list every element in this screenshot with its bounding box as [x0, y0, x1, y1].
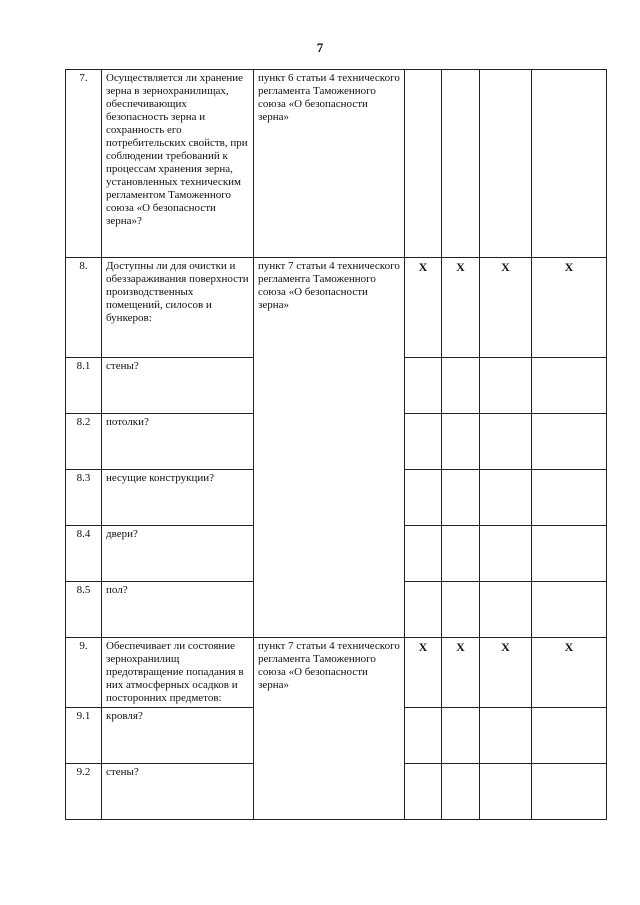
table-row	[66, 258, 607, 358]
question-text: Доступны ли для очистки и обеззараживания поверхности производственных помещений, силосов и бункеров:	[102, 258, 254, 358]
answer-cell-yes[interactable]	[405, 414, 442, 470]
question-text: пол?	[102, 582, 254, 638]
answer-cell-yes[interactable]	[405, 358, 442, 414]
answer-cell-no[interactable]	[442, 70, 480, 258]
answer-cell-note[interactable]	[532, 70, 607, 258]
reference-text: пункт 6 статьи 4 технического регламента Таможенного союза «О безопасности зерна»	[254, 70, 405, 258]
item-number: 8.3	[66, 470, 102, 526]
answer-cell-na[interactable]	[480, 470, 532, 526]
answer-cell-note[interactable]: Х	[532, 258, 607, 358]
answer-cell-yes[interactable]	[405, 526, 442, 582]
question-text: Осуществляется ли хранение зерна в зернохранилищах, обеспечивающих безопасность зерна и сохранность его потребительских свойств, при соблюдении требований к процессам хранения зерна, установленных техническим регламентом Таможенного союза «О безопасности зерна»?	[102, 70, 254, 258]
answer-cell-na[interactable]	[480, 763, 532, 819]
item-number: 9.	[66, 638, 102, 708]
question-text: двери?	[102, 526, 254, 582]
answer-cell-note[interactable]	[532, 707, 607, 763]
answer-cell-note[interactable]	[532, 470, 607, 526]
checklist-table	[65, 69, 607, 820]
answer-cell-na[interactable]	[480, 358, 532, 414]
item-number: 8.1	[66, 358, 102, 414]
answer-cell-yes[interactable]: Х	[405, 258, 442, 358]
answer-cell-yes[interactable]: Х	[405, 638, 442, 708]
table-row	[66, 70, 607, 258]
answer-cell-note[interactable]	[532, 414, 607, 470]
answer-cell-na[interactable]	[480, 526, 532, 582]
answer-cell-note[interactable]	[532, 582, 607, 638]
answer-cell-na[interactable]	[480, 414, 532, 470]
page-number: 7	[316, 40, 324, 55]
question-text: потолки?	[102, 414, 254, 470]
reference-text: пункт 7 статьи 4 технического регламента Таможенного союза «О безопасности зерна»	[254, 638, 405, 820]
answer-cell-note[interactable]	[532, 358, 607, 414]
item-number: 8.	[66, 258, 102, 358]
answer-cell-na[interactable]	[480, 70, 532, 258]
answer-cell-no[interactable]	[442, 414, 480, 470]
item-number: 7.	[66, 70, 102, 258]
table-row	[66, 638, 607, 708]
answer-cell-yes[interactable]	[405, 763, 442, 819]
answer-cell-na[interactable]	[480, 582, 532, 638]
answer-cell-na[interactable]: Х	[480, 258, 532, 358]
item-number: 9.2	[66, 763, 102, 819]
question-text: стены?	[102, 358, 254, 414]
question-text: кровля?	[102, 707, 254, 763]
answer-cell-no[interactable]: Х	[442, 638, 480, 708]
answer-cell-note[interactable]	[532, 526, 607, 582]
question-text: стены?	[102, 763, 254, 819]
item-number: 8.4	[66, 526, 102, 582]
answer-cell-no[interactable]	[442, 526, 480, 582]
answer-cell-no[interactable]	[442, 707, 480, 763]
question-text: несущие конструкции?	[102, 470, 254, 526]
item-number: 8.2	[66, 414, 102, 470]
answer-cell-no[interactable]	[442, 470, 480, 526]
answer-cell-na[interactable]: Х	[480, 638, 532, 708]
answer-cell-note[interactable]	[532, 763, 607, 819]
answer-cell-yes[interactable]	[405, 707, 442, 763]
answer-cell-yes[interactable]	[405, 582, 442, 638]
answer-cell-na[interactable]	[480, 707, 532, 763]
answer-cell-yes[interactable]	[405, 470, 442, 526]
answer-cell-note[interactable]: Х	[532, 638, 607, 708]
answer-cell-no[interactable]	[442, 358, 480, 414]
answer-cell-no[interactable]	[442, 763, 480, 819]
item-number: 8.5	[66, 582, 102, 638]
question-text: Обеспечивает ли состояние зернохранилищ предотвращение попадания в них атмосферных осадков и посторонних предметов:	[102, 638, 254, 708]
answer-cell-no[interactable]	[442, 582, 480, 638]
answer-cell-yes[interactable]	[405, 70, 442, 258]
reference-text: пункт 7 статьи 4 технического регламента Таможенного союза «О безопасности зерна»	[254, 258, 405, 638]
item-number: 9.1	[66, 707, 102, 763]
answer-cell-no[interactable]: Х	[442, 258, 480, 358]
